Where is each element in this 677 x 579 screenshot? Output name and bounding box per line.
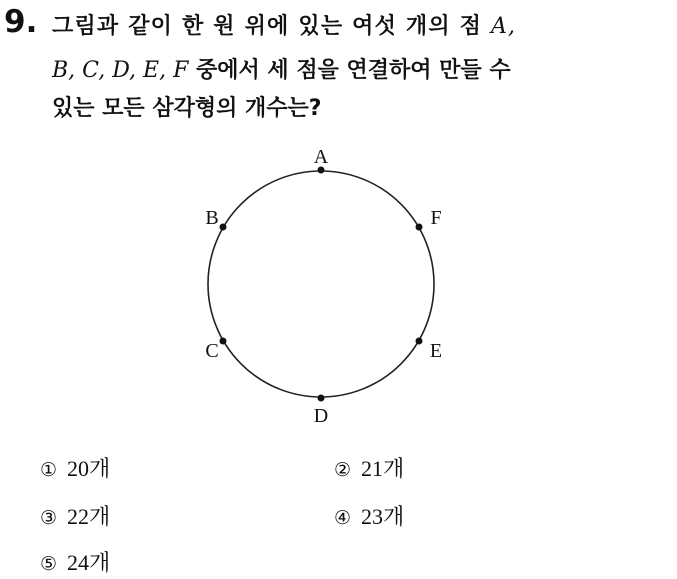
choice-text: 22개 xyxy=(67,504,111,529)
point-f-label: F xyxy=(430,207,442,229)
choice-text: 20개 xyxy=(67,456,111,481)
point-e-dot xyxy=(416,338,423,345)
point-d-dot xyxy=(318,395,325,402)
choice-4[interactable] xyxy=(334,503,404,532)
choice-marker: ② xyxy=(334,459,352,481)
point-a-label: A xyxy=(313,146,329,168)
choice-marker: ⑤ xyxy=(40,553,58,575)
choice-1[interactable] xyxy=(40,455,110,484)
point-b-dot xyxy=(220,224,227,231)
question-stem-text: 중에서 세 점을 연결하여 만들 수 xyxy=(196,58,511,83)
choice-2[interactable] xyxy=(334,455,404,484)
point-b-label: B xyxy=(205,207,219,229)
question-stem-text: 있는 모든 삼각형의 개수는? xyxy=(52,96,322,121)
choice-3[interactable] xyxy=(40,503,110,532)
point-c-label: C xyxy=(205,340,219,362)
point-d-label: D xyxy=(313,405,329,427)
choice-text: 21개 xyxy=(361,456,405,481)
choice-text: 24개 xyxy=(67,550,111,575)
point-f-dot xyxy=(416,224,423,231)
point-e-label: E xyxy=(429,340,443,362)
choice-marker: ① xyxy=(40,459,58,481)
choice-5[interactable] xyxy=(40,549,110,578)
point-c-dot xyxy=(220,338,227,345)
question-stem-text: 그림과 같이 한 원 위에 있는 여섯 개의 점 xyxy=(52,14,483,39)
question-stem-math: A, xyxy=(490,14,517,39)
choice-text: 23개 xyxy=(361,504,405,529)
question-number: 9. xyxy=(4,4,38,40)
choice-marker: ③ xyxy=(40,507,58,529)
choice-marker: ④ xyxy=(334,507,352,529)
question-stem-math: B, C, D, E, F xyxy=(52,58,189,83)
circle-outline xyxy=(208,171,434,397)
